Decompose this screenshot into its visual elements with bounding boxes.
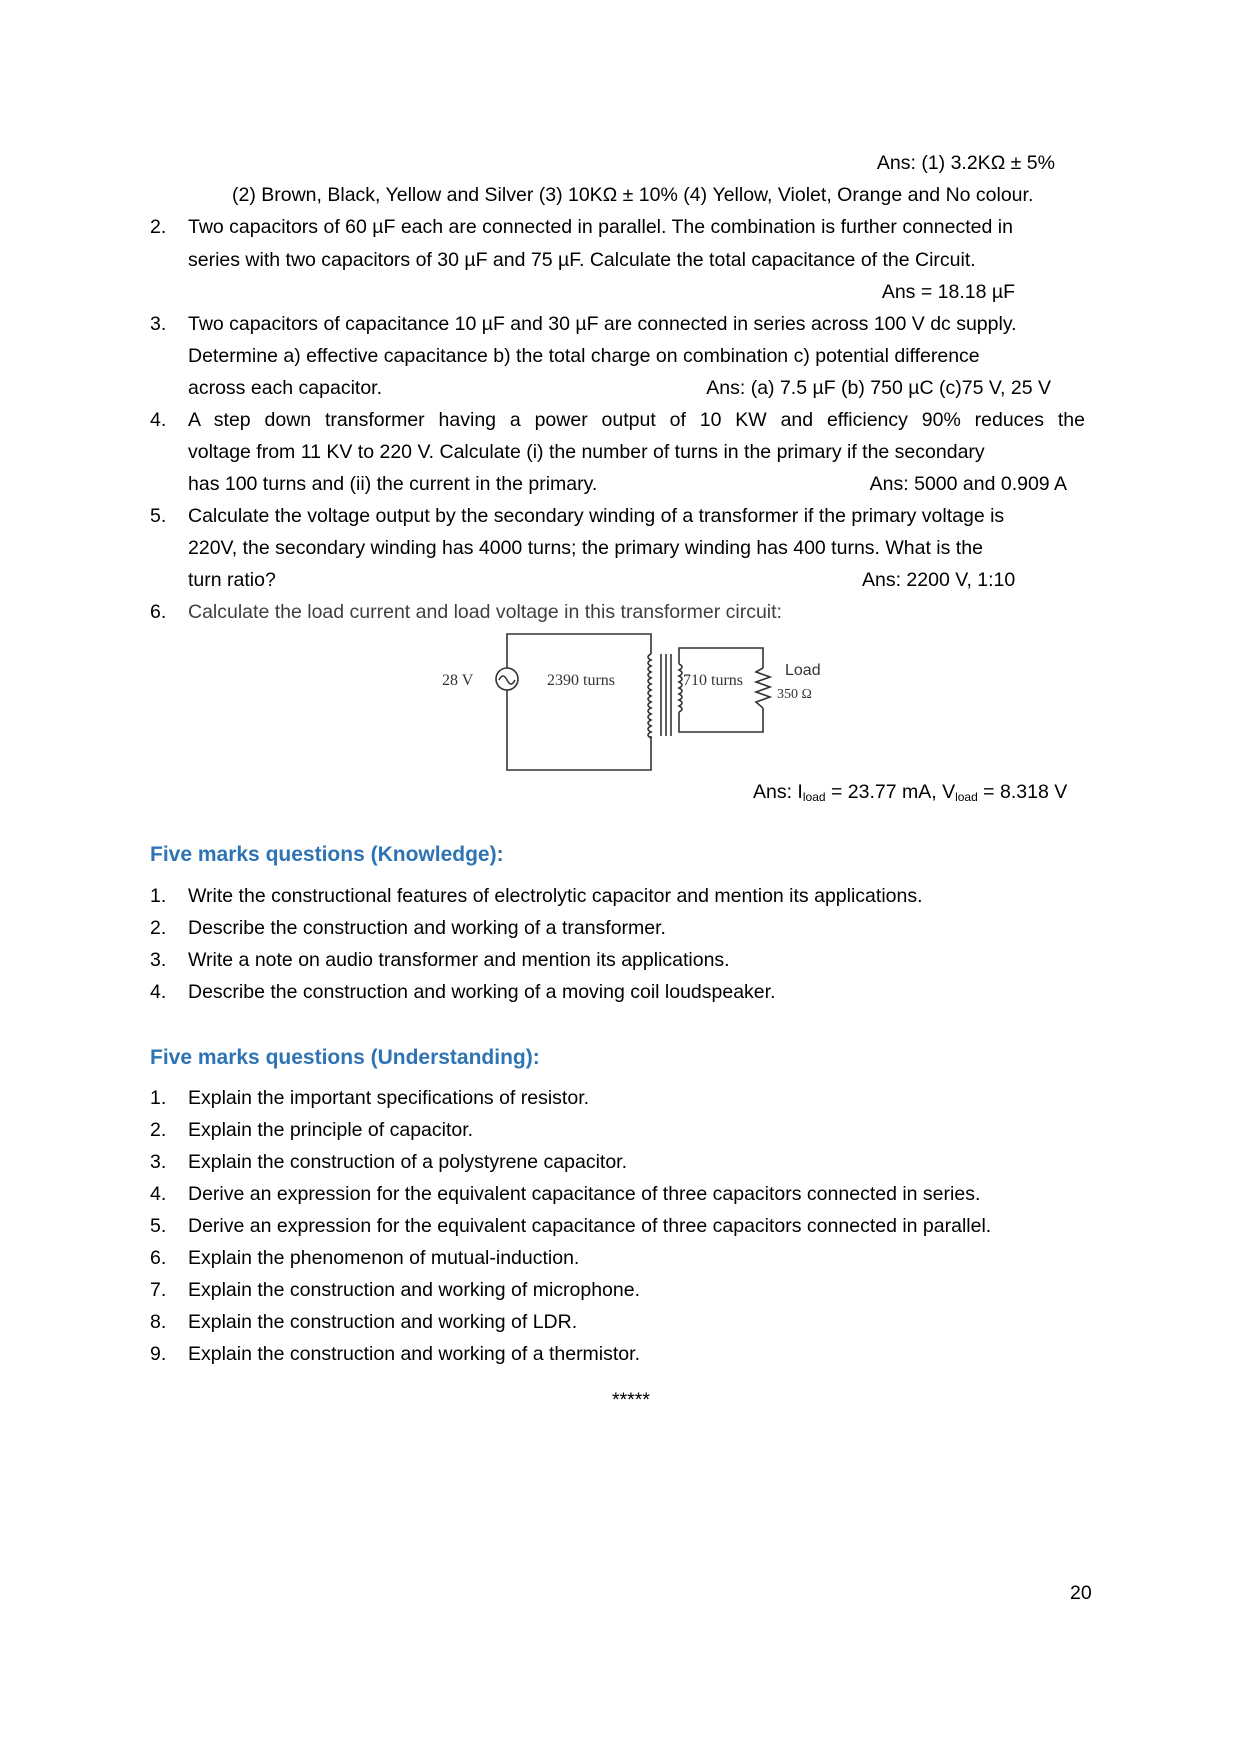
load-value: 350 Ω	[777, 687, 812, 702]
secondary-turns-label: 710 turns	[683, 672, 743, 689]
problem-answer: Ans = 18.18 µF	[881, 281, 1015, 303]
question-text: Explain the principle of capacitor.	[188, 1119, 474, 1141]
question-number: 1.	[150, 885, 167, 907]
source-label: 28 V	[442, 672, 474, 689]
problem-line: Two capacitors of 60 µF each are connected in parallel. The combination is further connected in	[188, 216, 1013, 238]
question-number: 1.	[150, 1087, 167, 1109]
problem-line: A step down transformer having a power output of 10 KW and efficiency 90% reduces the	[188, 409, 1085, 431]
question-text: Describe the construction and working of a transformer.	[188, 917, 666, 939]
secondary-coil-icon	[679, 664, 682, 712]
question-number: 7.	[150, 1279, 167, 1301]
problem-number: 4.	[150, 409, 167, 431]
question-text: Derive an expression for the equivalent capacitance of three capacitors connected in series.	[188, 1183, 981, 1205]
question-text: Write a note on audio transformer and mention its applications.	[188, 949, 730, 971]
answer-1: Ans: (1) 3.2KΩ ± 5%	[876, 152, 1055, 174]
problem-line: across each capacitor.	[188, 377, 383, 399]
transformer-circuit-diagram	[440, 628, 840, 774]
question-number: 3.	[150, 949, 167, 971]
problem-line: has 100 turns and (ii) the current in the primary.	[188, 473, 598, 495]
problem-line: Determine a) effective capacitance b) the total charge on combination c) potential difference	[188, 345, 980, 367]
question-text: Write the constructional features of electrolytic capacitor and mention its applications.	[188, 885, 923, 907]
question-text: Explain the construction and working of microphone.	[188, 1279, 641, 1301]
question-number: 6.	[150, 1247, 167, 1269]
problem-line: voltage from 11 KV to 220 V. Calculate (i) the number of turns in the primary if the secondary	[188, 441, 985, 463]
end-mark: *****	[612, 1389, 650, 1411]
problem-answer: Ans: 5000 and 0.909 A	[869, 473, 1067, 495]
question-number: 4.	[150, 981, 167, 1003]
answer-1-continued: (2) Brown, Black, Yellow and Silver (3) 10KΩ ± 10% (4) Yellow, Violet, Orange and No colour.	[232, 184, 1034, 206]
problem-line: series with two capacitors of 30 µF and 75 µF. Calculate the total capacitance of the Circuit.	[188, 249, 976, 271]
problem-line: Calculate the load current and load voltage in this transformer circuit:	[188, 601, 782, 623]
problem-line: 220V, the secondary winding has 4000 turns; the primary winding has 400 turns. What is the	[188, 537, 983, 559]
problem-answer: Ans: 2200 V, 1:10	[862, 569, 1016, 591]
problem-line: Two capacitors of capacitance 10 µF and 30 µF are connected in series across 100 V dc supply.	[188, 313, 1017, 335]
question-number: 2.	[150, 917, 167, 939]
question-text: Explain the important specifications of resistor.	[188, 1087, 590, 1109]
load-label: Load	[785, 662, 821, 679]
question-number: 9.	[150, 1343, 167, 1365]
question-text: Derive an expression for the equivalent capacitance of three capacitors connected in parallel.	[188, 1215, 992, 1237]
question-text: Explain the phenomenon of mutual-induction.	[188, 1247, 580, 1269]
question-number: 4.	[150, 1183, 167, 1205]
answer-6: Ans: $I_{load} = 23.77$ mA, $V_{load} = 8.318$ V	[753, 781, 1068, 804]
load-resistor-icon	[756, 668, 770, 708]
problem-number: 2.	[150, 216, 167, 238]
problem-line: Calculate the voltage output by the secondary winding of a transformer if the primary voltage is	[188, 505, 1005, 527]
primary-turns-label: 2390 turns	[547, 672, 615, 689]
knowledge-heading: Five marks questions (Knowledge):	[150, 843, 504, 866]
understanding-heading: Five marks questions (Understanding):	[150, 1046, 540, 1069]
question-text: Explain the construction of a polystyrene capacitor.	[188, 1151, 627, 1173]
problem-number: 3.	[150, 313, 167, 335]
question-text: Describe the construction and working of a moving coil loudspeaker.	[188, 981, 776, 1003]
problem-line: turn ratio?	[188, 569, 276, 591]
question-number: 2.	[150, 1119, 167, 1141]
page-number: 20	[1070, 1582, 1092, 1604]
question-number: 3.	[150, 1151, 167, 1173]
question-text: Explain the construction and working of LDR.	[188, 1311, 578, 1333]
primary-coil-icon	[648, 654, 651, 738]
question-text: Explain the construction and working of a thermistor.	[188, 1343, 640, 1365]
problem-number: 6.	[150, 601, 167, 623]
problem-answer: Ans: (a) 7.5 µF (b) 750 µC (c)75 V, 25 V	[706, 377, 1051, 399]
problem-number: 5.	[150, 505, 167, 527]
question-number: 8.	[150, 1311, 167, 1333]
question-number: 5.	[150, 1215, 167, 1237]
